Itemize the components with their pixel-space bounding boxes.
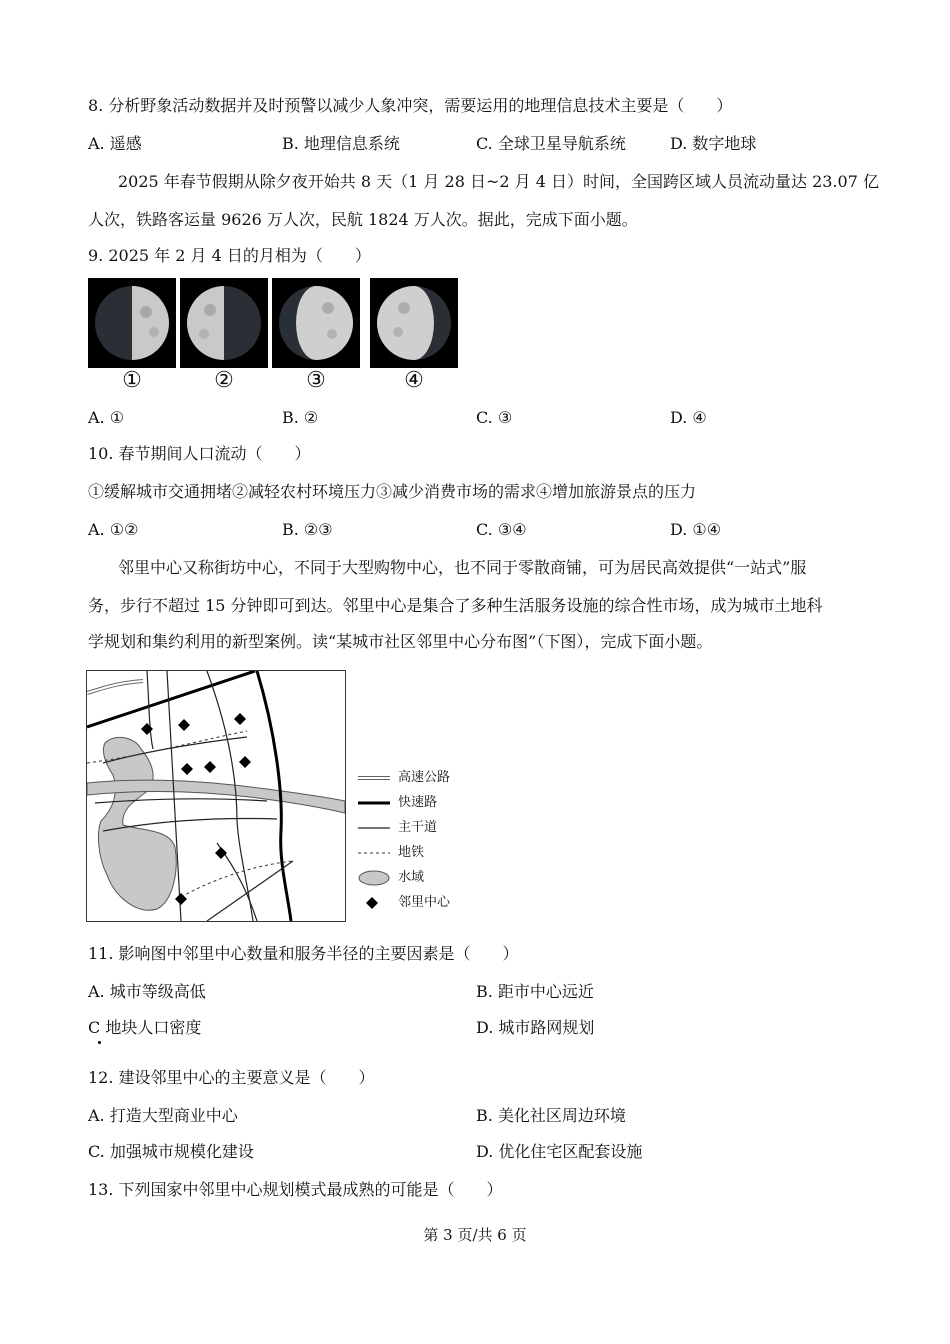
q8-option-c: C. 全球卫星导航系统 (476, 134, 626, 153)
q10-stem: 10. 春节期间人口流动（ ） (88, 444, 311, 463)
expressway-road (87, 671, 255, 727)
neighborhood-center-marker (204, 761, 216, 773)
passage1-line1: 2025 年春节假期从除夕夜开始共 8 天（1 月 28 日~2 月 4 日）时间，全国跨区域人员流动量达 23.07 亿 (118, 172, 879, 191)
stray-dot-mark (98, 1041, 101, 1044)
legend-item-neighborhood-center (356, 893, 486, 918)
main-road (147, 671, 153, 749)
q11-stem: 11. 影响图中邻里中心数量和服务半径的主要因素是（ ） (88, 944, 519, 963)
legend-label-subway: 地铁 (398, 845, 425, 860)
passage1-line2: 人次，铁路客运量 9626 万人次，民航 1824 万人次。据此，完成下面小题。 (88, 210, 638, 229)
subway-line (181, 861, 293, 897)
q11-option-c: C 地块人口密度 (88, 1018, 202, 1037)
q9-option-c: C. ③ (476, 408, 513, 427)
main-road-symbol-icon (356, 820, 392, 836)
passage2-line2: 务，步行不超过 15 分钟即可到达。邻里中心是集合了多种生活服务设施的综合性市场，成为城市土地科 (88, 596, 823, 615)
legend-item-expressway (356, 793, 486, 818)
q11-option-b: B. 距市中心远近 (476, 982, 594, 1001)
legend-label-expressway: 快速路 (398, 795, 438, 810)
q10-option-d: D. ①④ (670, 520, 722, 539)
q9-option-a: A. ① (88, 408, 125, 427)
q9-option-b: B. ② (282, 408, 319, 427)
water-symbol-icon (356, 870, 392, 886)
q8-option-d: D. 数字地球 (670, 134, 757, 153)
neighborhood-center-marker (234, 713, 246, 725)
q12-option-b: B. 美化社区周边环境 (476, 1106, 626, 1125)
q12-option-a: A. 打造大型商业中心 (88, 1106, 238, 1125)
q12-option-d: D. 优化住宅区配套设施 (476, 1142, 643, 1161)
q9-option-d: D. ④ (670, 408, 707, 427)
moon-label-4: ④ (404, 368, 424, 393)
main-road (207, 861, 293, 921)
moon-phase-image-4 (370, 278, 458, 368)
legend-label-water: 水域 (398, 870, 425, 885)
legend-item-subway (356, 843, 486, 868)
expressway-symbol-icon (356, 795, 392, 811)
legend-item-highway (356, 768, 486, 793)
q8-option-a: A. 遥感 (88, 134, 142, 153)
q10-option-b: B. ②③ (282, 520, 333, 539)
neighborhood-center-marker (175, 893, 187, 905)
q13-stem: 13. 下列国家中邻里中心规划模式最成熟的可能是（ ） (88, 1180, 503, 1199)
q10-option-c: C. ③④ (476, 520, 527, 539)
moon-label-2: ② (214, 368, 234, 393)
neighborhood-center-marker (181, 763, 193, 775)
legend-item-water (356, 868, 486, 893)
q10-option-a: A. ①② (88, 520, 139, 539)
moon-label-1: ① (122, 368, 142, 393)
neighborhood-center-marker (215, 847, 227, 859)
q11-option-d: D. 城市路网规划 (476, 1018, 595, 1037)
diamond-marker-icon (356, 895, 392, 911)
legend-label-main-road: 主干道 (398, 820, 438, 835)
q10-statements: ①缓解城市交通拥堵②减轻农村环境压力③减少消费市场的需求④增加旅游景点的压力 (88, 482, 697, 501)
legend-item-main-road (356, 818, 486, 843)
passage2-line1: 邻里中心又称街坊中心，不同于大型购物中心，也不同于零散商铺，可为居民高效提供“一站式”服 (118, 558, 807, 577)
moon-phase-image-2 (180, 278, 268, 368)
water-area-lake (99, 737, 177, 910)
q8-option-b: B. 地理信息系统 (282, 134, 400, 153)
moon-phase-image-1 (88, 278, 176, 368)
passage2-line3: 学规划和集约利用的新型案例。读“某城市社区邻里中心分布图”（下图），完成下面小题。 (88, 632, 713, 651)
neighborhood-center-marker (239, 756, 251, 768)
q12-stem: 12. 建设邻里中心的主要意义是（ ） (88, 1068, 375, 1087)
neighborhood-center-map (86, 670, 346, 922)
highway-symbol-icon (356, 770, 392, 786)
legend-label-highway: 高速公路 (398, 770, 451, 785)
legend-label-neighborhood-center: 邻里中心 (398, 895, 451, 910)
neighborhood-center-marker (178, 719, 190, 731)
moon-label-3: ③ (306, 368, 326, 393)
page-number-footer: 第 3 页/共 6 页 (423, 1226, 527, 1244)
q11-option-a: A. 城市等级高低 (88, 982, 206, 1001)
moon-phase-image-3 (272, 278, 360, 368)
q12-option-c: C. 加强城市规模化建设 (88, 1142, 254, 1161)
q8-stem: 8. 分析野象活动数据并及时预警以减少人象冲突，需要运用的地理信息技术主要是（ ） (88, 96, 733, 115)
subway-symbol-icon (356, 845, 392, 861)
q9-stem: 9. 2025 年 2 月 4 日的月相为（ ） (88, 246, 371, 265)
map-legend (356, 768, 486, 918)
